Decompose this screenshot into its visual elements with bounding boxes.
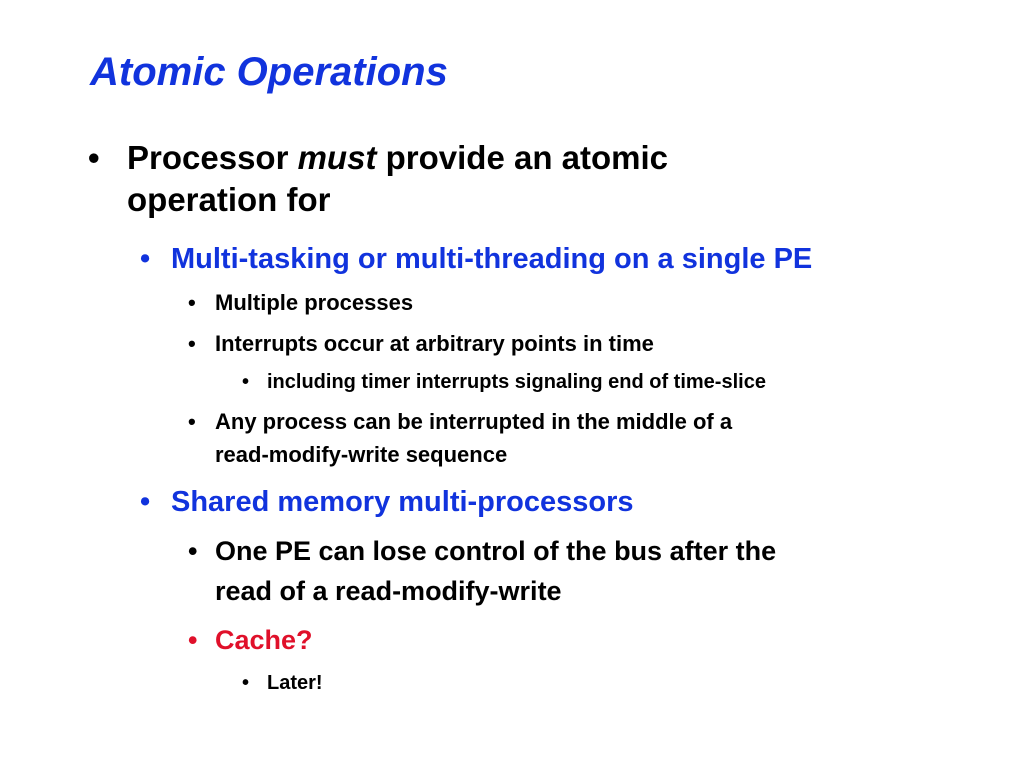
bullet-marker: • <box>140 486 151 518</box>
bullet-one-pe-line2: read of a read-modify-write <box>215 576 562 606</box>
bullet-any-process-line2: read-modify-write sequence <box>215 442 508 467</box>
slide-title: Atomic Operations <box>90 50 448 94</box>
bullet-multiple-processes: Multiple processes <box>215 290 414 315</box>
bullet-one-pe-line1: One PE can lose control of the bus after the <box>215 536 777 566</box>
bullet-any-process <box>215 405 732 471</box>
bullet-any-process-line1: Any process can be interrupted in the middle of a <box>215 409 733 434</box>
bullet-cache: Cache? <box>215 625 313 655</box>
bullet-marker: • <box>188 331 196 356</box>
bullet-marker: • <box>242 371 250 393</box>
bullet-timer-interrupts: including timer interrupts signaling end of time-slice <box>267 371 766 393</box>
bullet-marker: • <box>140 243 151 275</box>
bullet-multitasking: Multi-tasking or multi-threading on a single PE <box>171 243 813 275</box>
bullet-processor <box>127 137 668 221</box>
bullet-marker: • <box>188 625 198 655</box>
processor-text-post: provide an atomic <box>376 139 669 176</box>
bullet-marker: • <box>188 290 196 315</box>
processor-text-pre: Processor <box>127 139 298 176</box>
bullet-processor-line2: operation for <box>127 181 331 218</box>
bullet-marker: • <box>242 672 250 694</box>
processor-emphasis-must: must <box>297 139 377 176</box>
bullet-marker: • <box>188 536 198 566</box>
bullet-processor-line1 <box>127 137 668 179</box>
bullet-one-pe <box>215 531 776 611</box>
bullet-marker: • <box>188 409 196 434</box>
bullet-shared-memory: Shared memory multi-processors <box>171 486 634 518</box>
bullet-interrupts: Interrupts occur at arbitrary points in time <box>215 331 654 356</box>
bullet-marker: • <box>88 139 100 176</box>
bullet-later: Later! <box>267 672 323 694</box>
